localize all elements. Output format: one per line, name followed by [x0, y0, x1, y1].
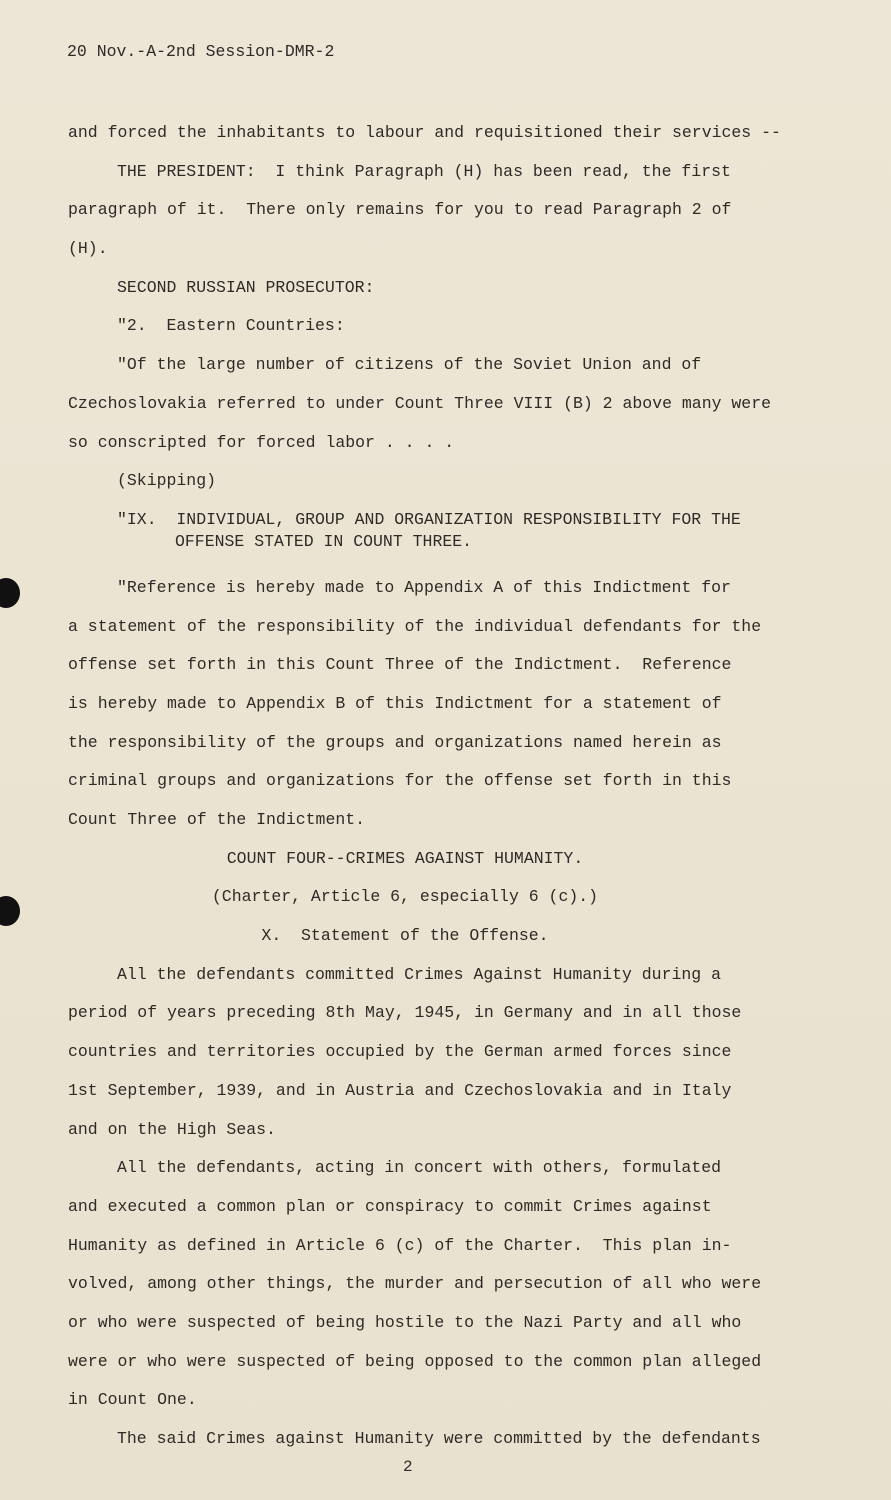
document-body — [68, 114, 788, 1459]
text-line: All the defendants committed Crimes Against Humanity during a — [117, 964, 721, 984]
text-line: (H). — [68, 239, 108, 259]
punch-hole — [0, 578, 20, 608]
text-line: (Skipping) — [117, 471, 217, 491]
count-heading: COUNT FOUR--CRIMES AGAINST HUMANITY. — [226, 848, 584, 868]
text-line: criminal groups and organizations for the offense set forth in this — [68, 771, 732, 791]
text-line: a statement of the responsibility of the individual defendants for the — [68, 616, 762, 636]
text-line: paragraph of it. There only remains for you to read Paragraph 2 of — [68, 200, 732, 220]
text-line: Count Three of the Indictment. — [68, 810, 366, 829]
text-line: THE PRESIDENT: I think Paragraph (H) has been read, the first — [117, 161, 731, 181]
text-line: All the defendants, acting in concert with others, formulated — [117, 1158, 721, 1178]
text-line: period of years preceding 8th May, 1945, in Germany and in all those — [68, 1003, 742, 1023]
punch-hole — [0, 896, 20, 926]
text-line: so conscripted for forced labor . . . . — [68, 432, 455, 452]
text-line: 1st September, 1939, and in Austria and Czechoslovakia and in Italy — [68, 1080, 732, 1100]
text-line: "Of the large number of citizens of the Soviet Union and of — [117, 355, 702, 375]
text-line: Humanity as defined in Article 6 (c) of the Charter. This plan in- — [68, 1235, 732, 1255]
section-heading: "IX. INDIVIDUAL, GROUP AND ORGANIZATION RESPONSIBILITY FOR THE — [117, 509, 741, 529]
text-line: offense set forth in this Count Three of the Indictment. Reference — [68, 655, 732, 675]
text-line: or who were suspected of being hostile to the Nazi Party and all who — [68, 1312, 742, 1332]
section-heading: OFFENSE STATED IN COUNT THREE. — [175, 531, 473, 551]
section-heading: "2. Eastern Countries: — [117, 316, 345, 336]
page-number: 2 — [403, 1458, 413, 1476]
text-line: and executed a common plan or conspiracy to commit Crimes against — [68, 1196, 712, 1216]
text-line: The said Crimes against Humanity were committed by the defendants — [117, 1429, 761, 1448]
text-line: is hereby made to Appendix B of this Indictment for a statement of — [68, 693, 722, 713]
text-line: Czechoslovakia referred to under Count Three VIII (B) 2 above many were — [68, 393, 772, 413]
count-subheading: (Charter, Article 6, especially 6 (c).) — [211, 887, 599, 907]
text-line: were or who were suspected of being opposed to the common plan alleged — [68, 1351, 762, 1371]
text-line: volved, among other things, the murder and persecution of all who were — [68, 1274, 762, 1294]
speaker-label: SECOND RUSSIAN PROSECUTOR: — [117, 277, 375, 297]
text-line: in Count One. — [68, 1390, 197, 1410]
text-line: and forced the inhabitants to labour and requisitioned their services -- — [68, 123, 781, 142]
text-line: the responsibility of the groups and organizations named herein as — [68, 732, 722, 752]
text-line: "Reference is hereby made to Appendix A of this Indictment for — [117, 577, 731, 597]
document-header: 20 Nov.-A-2nd Session-DMR-2 — [67, 42, 335, 61]
text-line: and on the High Seas. — [68, 1119, 276, 1139]
section-heading: X. Statement of the Offense. — [261, 926, 549, 946]
text-line: countries and territories occupied by the German armed forces since — [68, 1042, 732, 1062]
